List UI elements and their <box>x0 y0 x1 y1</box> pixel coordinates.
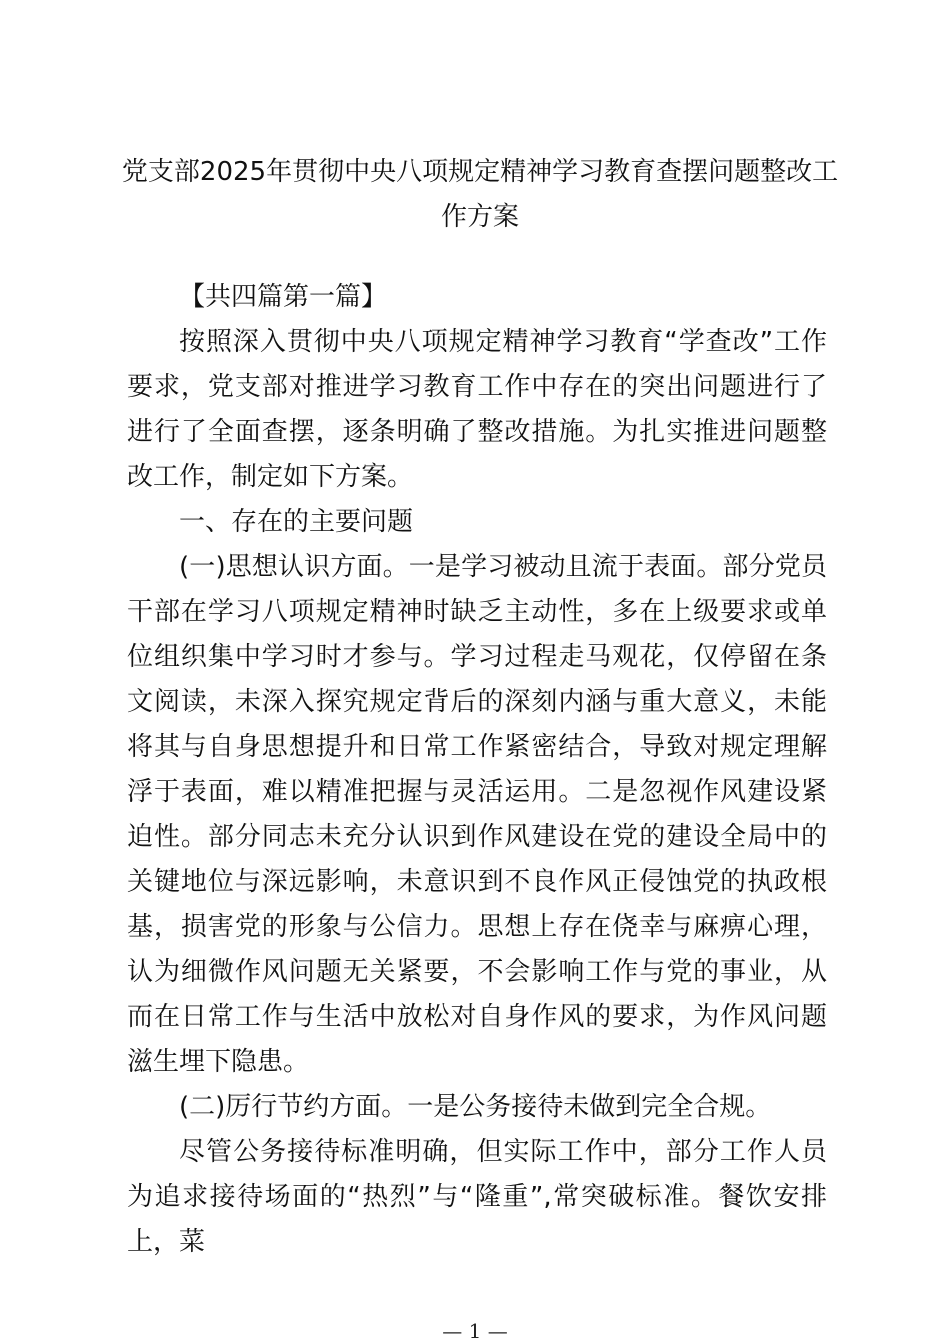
paragraph-reception: 尽管公务接待标准明确，但实际工作中，部分工作人员为追求接待场面的“热烈”与“隆重”,常突破标准。餐饮安排上，菜 <box>127 1137 827 1257</box>
section-heading-problems: 一、存在的主要问题 <box>179 507 414 537</box>
document-title: 党支部2025年贯彻中央八项规定精神学习教育查摆问题整改工作方案 <box>121 157 839 232</box>
paragraph-intro: 按照深入贯彻中央八项规定精神学习教育“学查改”工作要求，党支部对推进学习教育工作中存在的突出问题进行了进行了全面查摆，逐条明确了整改措施。为扎实推进问题整改工作，制定如下方案。 <box>127 327 827 492</box>
document-body <box>127 275 827 1265</box>
paragraph-ideology: (一)思想认识方面。一是学习被动且流于表面。部分党员干部在学习八项规定精神时缺乏主动性，多在上级要求或单位组织集中学习时才参与。学习过程走马观花，仅停留在条文阅读，未深入探究规定背后的深刻内涵与重大意义，未能将其与自身思想提升和日常工作紧密结合，导致对规定理解浮于表面，难以精准把握与灵活运用。二是忽视作风建设紧迫性。部分同志未充分认识到作风建设在党的建设全局中的关键地位与深远影响，未意识到不良作风正侵蚀党的执政根基，损害党的形象与公信力。思想上存在侥幸与麻痹心理，认为细微作风问题无关紧要，不会影响工作与党的事业，从而在日常工作与生活中放松对自身作风的要求，为作风问题滋生埋下隐患。 <box>127 552 827 1077</box>
document-subtitle: 【共四篇第一篇】 <box>179 282 388 312</box>
page-number: — 1 — <box>442 1319 508 1343</box>
paragraph-frugality-heading: (二)厉行节约方面。一是公务接待未做到完全合规。 <box>179 1092 772 1122</box>
